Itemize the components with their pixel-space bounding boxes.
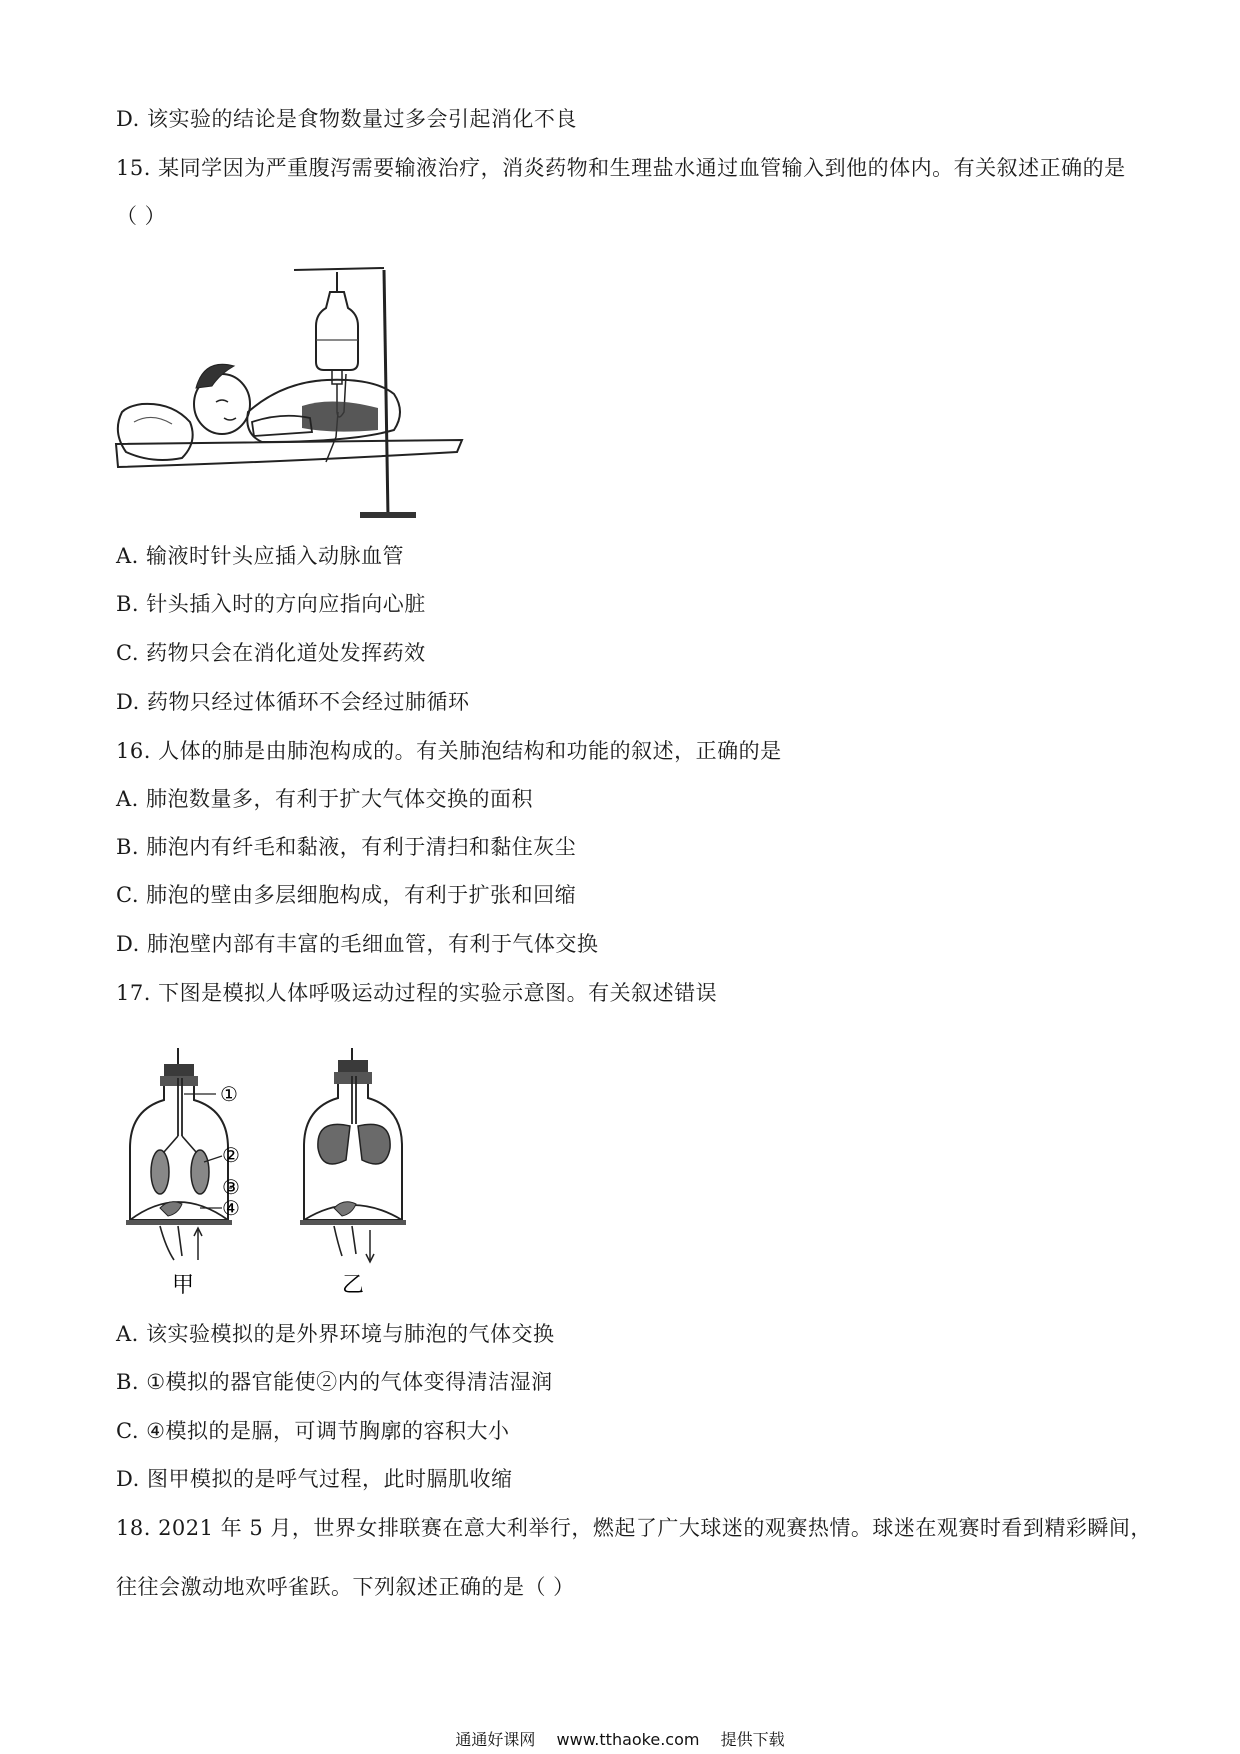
q18-stem-line2: 往往会激动地欢呼雀跃。下列叙述正确的是（ ） [116, 1575, 575, 1599]
breathing-model-figure [120, 1048, 430, 1298]
q15-stem-line1: 15. 某同学因为严重腹泻需要输液治疗，消炎药物和生理盐水通过血管输入到他的体内。有关叙述正确的是 [116, 156, 1126, 180]
label-3: ③ [222, 1175, 240, 1199]
q18-stem-line1: 18. 2021 年 5 月，世界女排联赛在意大利举行，燃起了广大球迷的观赛热情。球迷在观赛时看到精彩瞬间， [116, 1516, 1152, 1540]
footer-site-name: 通通好课网 [455, 1730, 536, 1749]
page-footer [0, 1727, 1240, 1750]
label-2: ② [222, 1143, 240, 1167]
q17-option-a: A. 该实验模拟的是外界环境与肺泡的气体交换 [116, 1322, 555, 1346]
label-1: ① [220, 1082, 238, 1106]
q17-option-d: D. 图甲模拟的是呼气过程，此时膈肌收缩 [116, 1467, 513, 1491]
q16-option-b: B. 肺泡内有纤毛和黏液，有利于清扫和黏住灰尘 [116, 835, 577, 859]
iv-drip-figure [112, 262, 472, 527]
q17-option-c: C. ④模拟的是膈，可调节胸廓的容积大小 [116, 1419, 510, 1443]
caption-yi: 乙 [342, 1273, 365, 1298]
q16-stem: 16. 人体的肺是由肺泡构成的。有关肺泡结构和功能的叙述，正确的是 [116, 739, 782, 763]
footer-tail: 提供下载 [720, 1730, 785, 1749]
q17-option-b: B. ①模拟的器官能使②内的气体变得清洁湿润 [116, 1370, 553, 1394]
jar-left [126, 1048, 240, 1298]
q15-option-d: D. 药物只经过体循环不会经过肺循环 [116, 690, 470, 714]
q14-option-d: D. 该实验的结论是食物数量过多会引起消化不良 [116, 107, 577, 131]
q16-option-a: A. 肺泡数量多，有利于扩大气体交换的面积 [116, 787, 534, 811]
q16-option-c: C. 肺泡的壁由多层细胞构成，有利于扩张和回缩 [116, 883, 577, 907]
q17-stem: 17. 下图是模拟人体呼吸运动过程的实验示意图。有关叙述错误 [116, 981, 718, 1005]
footer-url[interactable]: www.tthaoke.com [556, 1730, 700, 1749]
caption-jia: 甲 [172, 1273, 195, 1298]
q15-option-b: B. 针头插入时的方向应指向心脏 [116, 592, 426, 616]
q16-option-d: D. 肺泡壁内部有丰富的毛细血管，有利于气体交换 [116, 932, 599, 956]
q15-stem-line2: （ ） [116, 204, 167, 228]
label-4: ④ [222, 1196, 240, 1220]
q15-option-a: A. 输液时针头应插入动脉血管 [116, 544, 405, 568]
q15-option-c: C. 药物只会在消化道处发挥药效 [116, 641, 426, 665]
jar-right [300, 1048, 406, 1298]
